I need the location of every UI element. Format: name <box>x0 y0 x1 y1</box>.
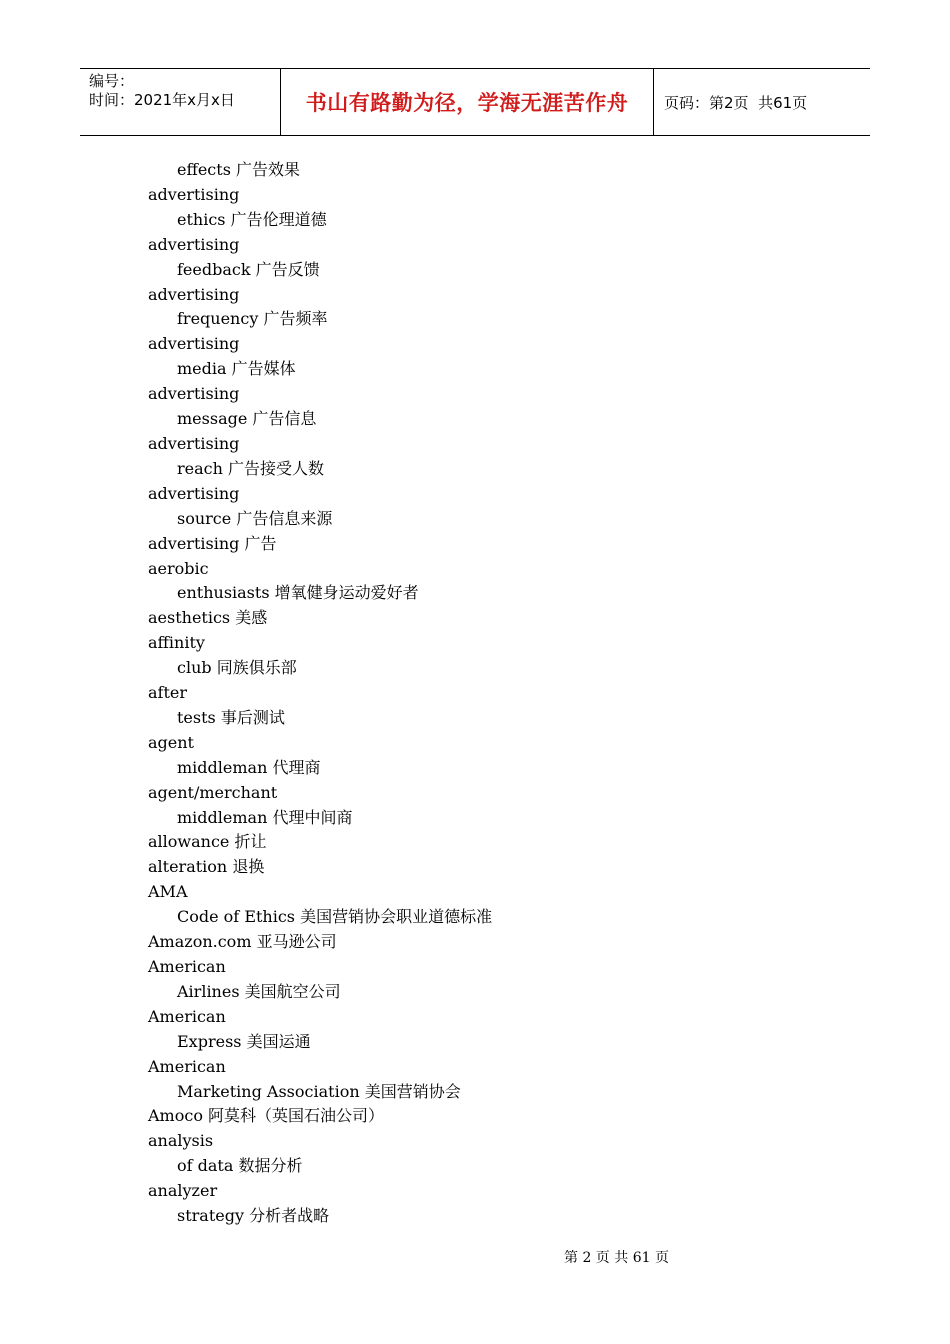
page-footer: 第 2 页 共 61 页 <box>564 1250 669 1266</box>
glossary-entry: analysis <box>148 1131 214 1151</box>
glossary-entry-continuation: media 广告媒体 <box>177 359 296 379</box>
glossary-entry-continuation: middleman 代理中间商 <box>177 807 353 827</box>
glossary-entry-continuation: feedback 广告反馈 <box>177 259 320 279</box>
glossary-entry: Amoco 阿莫科（英国石油公司） <box>148 1106 385 1126</box>
glossary-entry: advertising <box>148 384 240 404</box>
glossary-entry-continuation: middleman 代理商 <box>177 757 321 777</box>
glossary-entry-continuation: of data 数据分析 <box>177 1156 303 1176</box>
header-motto: 书山有路勤为径，学海无涯苦作舟 <box>281 69 654 135</box>
glossary-entry-continuation: strategy 分析者战略 <box>177 1206 330 1226</box>
glossary-entry: after <box>148 683 188 703</box>
glossary-entry: AMA <box>148 882 188 902</box>
glossary-entry: advertising <box>148 234 240 254</box>
glossary-list <box>0 158 950 1229</box>
glossary-entry: aerobic <box>148 558 209 578</box>
document-date-label: 时间：2021年x月x日 <box>89 91 235 109</box>
header-meta <box>80 69 281 135</box>
glossary-entry: advertising <box>148 433 240 453</box>
glossary-entry: advertising <box>148 483 240 503</box>
glossary-entry-continuation: frequency 广告频率 <box>177 309 328 329</box>
glossary-entry: alteration 退换 <box>148 857 265 877</box>
glossary-entry-continuation: Marketing Association 美国营销协会 <box>177 1081 461 1101</box>
glossary-entry-continuation: Code of Ethics 美国营销协会职业道德标准 <box>177 907 493 927</box>
glossary-entry: agent <box>148 732 194 752</box>
glossary-entry: advertising 广告 <box>148 533 277 553</box>
glossary-entry: advertising <box>148 284 240 304</box>
glossary-entry-continuation: reach 广告接受人数 <box>177 458 325 478</box>
glossary-entry-continuation: tests 事后测试 <box>177 707 285 727</box>
document-number-label: 编号： <box>89 72 135 90</box>
glossary-entry: advertising <box>148 334 240 354</box>
glossary-entry-continuation: effects 广告效果 <box>177 160 300 179</box>
glossary-entry-continuation: Express 美国运通 <box>177 1031 311 1051</box>
glossary-entry: American <box>148 1006 226 1026</box>
header-page-info: 页码：第2页 共61页 <box>664 93 808 112</box>
glossary-entry: allowance 折让 <box>148 832 267 852</box>
page-header <box>80 68 870 136</box>
glossary-entry-continuation: message 广告信息 <box>177 409 317 429</box>
glossary-entry-continuation: Airlines 美国航空公司 <box>177 981 341 1001</box>
glossary-entry: affinity <box>148 633 205 653</box>
glossary-entry-continuation: source 广告信息来源 <box>177 508 333 528</box>
glossary-entry: advertising <box>148 184 240 204</box>
glossary-entry-continuation: ethics 广告伦理道德 <box>177 209 327 229</box>
glossary-entry: American <box>148 1056 226 1076</box>
glossary-entry: aesthetics 美感 <box>148 608 268 628</box>
glossary-entry-continuation: enthusiasts 增氧健身运动爱好者 <box>177 583 419 603</box>
glossary-entry: American <box>148 957 226 976</box>
glossary-entry: analyzer <box>148 1181 218 1201</box>
glossary-entry: agent/merchant <box>148 782 278 802</box>
glossary-entry-continuation: club 同族俱乐部 <box>177 658 297 678</box>
glossary-entry: Amazon.com 亚马逊公司 <box>148 932 337 952</box>
